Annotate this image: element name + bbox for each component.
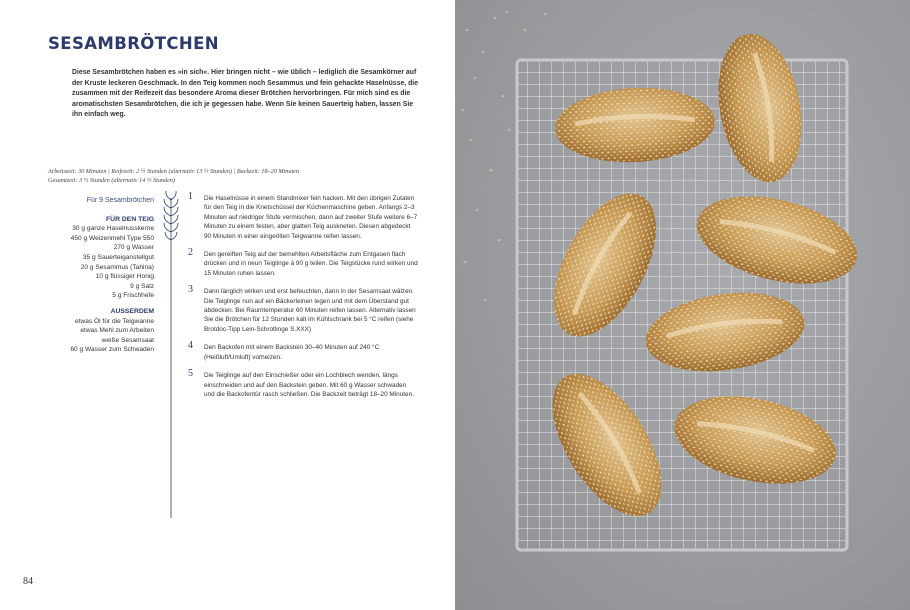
time-line-2: Gesamtzeit: 3 ½ Stunden (alternativ 14 ½ Stunden): [48, 177, 175, 184]
ingredient-item: weiße Sesamsaat: [101, 336, 154, 344]
ingredient-item: 450 g Weizenmehl Type 550: [70, 234, 154, 242]
ingredient-item: 10 g flüssiger Honig: [95, 273, 154, 281]
step-number: 1: [188, 191, 193, 202]
step-number: 3: [188, 284, 193, 296]
step-number: 5: [188, 368, 193, 380]
step-text: Dann länglich wirken und erst befeuchten, dann in der Sesamsaat wälzen. Die Teiglinge nun auf ein Bäckerleinen legen und mit dem Überstand gut abdecken. Bei Raumtemperatur 60 Minuten reifen lassen. Alternativ lassen Sie die Brötchen für 12 Stunden kalt im Kühlschrank bei 5 °C reifen (siehe Brotdoc-Tipp Lein-Schrotlinge S.XXX): [204, 288, 416, 333]
ingredient-item: 35 g Sauerteiganstellgut: [82, 253, 154, 261]
ingredient-section-title: FÜR DEN TEIG: [106, 215, 154, 223]
step-text: Die Teiglinge auf den Einschießer oder ein Lochblech wenden, längs einschneiden und auf den Backstein geben. Mit 60 g Wasser schwaden und die Backofentür rasch schließen. Die Backzeit beträgt 18–20 Minuten.: [204, 372, 414, 398]
step-item: [188, 284, 418, 334]
step-text: Den gereiften Teig auf der bemehlten Arbeitsfläche zum Entgasen flach drücken und in neun Teiglinge à 90 g teilen. Die Teigstücke rund wirken und 15 Minuten ruhen lassen.: [204, 251, 418, 277]
step-number: 4: [188, 340, 193, 352]
ingredient-section-title: AUSSERDEM: [110, 307, 154, 315]
step-number: 2: [188, 247, 193, 259]
step-item: [188, 368, 418, 399]
wheat-divider-icon: [158, 190, 184, 520]
recipe-title: SESAMBRÖTCHEN: [48, 34, 219, 53]
recipe-intro: Diese Sesambrötchen haben es »in sich«. Hier bringen nicht – wie üblich – lediglich die Sesamkörner auf der Kruste leckeren Geschmack. In den Teig kommen noch Sesammus und fein gehackte Haselnüsse, die zusammen mit der Reifezeit das besondere Aroma dieser Brötchen hervorbringen. Für mich sind es die aromatischsten Sesambrötchen, die ich je gegessen habe. Wenn Sie keinen Sauerteig haben, lassen Sie ihn einfach weg.: [72, 69, 419, 119]
step-item: [188, 247, 418, 278]
ingredient-item: 9 g Salz: [130, 282, 154, 290]
ingredient-item: 20 g Sesammus (Tahina): [80, 263, 154, 271]
time-info: [48, 167, 428, 185]
ingredient-list: [48, 196, 154, 355]
ingredient-item: 30 g ganze Haselnusskerne: [72, 225, 154, 233]
step-item: [188, 191, 418, 241]
ingredient-item: 270 g Wasser: [113, 244, 154, 252]
photo-illustration: [455, 0, 910, 610]
time-line-1: Arbeitszeit: 30 Minuten | Reifezeit: 2 ½ Stunden (alternativ 13 ½ Stunden) | Backzeit: 18–20 Minuten: [48, 168, 300, 175]
method-steps: [188, 191, 418, 408]
bread-photo: [455, 0, 910, 610]
ingredient-item: 5 g Frischhefe: [112, 292, 154, 300]
step-text: Die Haselnüsse in einem Standmixer fein hacken. Mit den übrigen Zutaten für den Teig in die Knetschüssel der Küchenmaschine geben. Anfangs 2–3 Minuten auf niedriger Stufe vermischen, dann auf zweiter Stufe weitere 6–7 Minuten zu einem festen, aber glatten Teig auskneten. Diesen abgedeckt 90 Minuten in einer eingeölten Teigwanne reifen lassen.: [204, 195, 418, 240]
ingredient-item: etwas Mehl zum Arbeiten: [80, 327, 154, 335]
ingredient-item: 60 g Wasser zum Schwaden: [70, 346, 154, 354]
ingredient-item: etwas Öl für die Teigwanne: [74, 317, 154, 325]
yield-label: Für 9 Sesambrötchen: [86, 197, 154, 204]
page-number: 84: [23, 576, 33, 587]
step-item: [188, 340, 418, 362]
step-text: Den Backofen mit einem Backstein 30–40 Minuten auf 240 °C (Heißluft/Umluft) vorheizen.: [204, 344, 380, 361]
